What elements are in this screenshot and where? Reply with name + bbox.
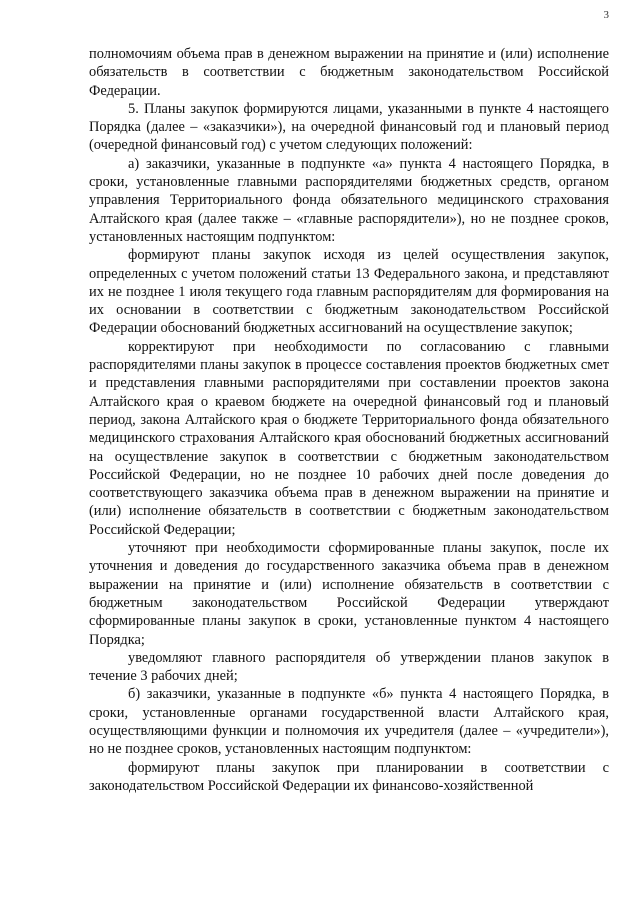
paragraph-subclause-a: а) заказчики, указанные в подпункте «а» пункта 4 настоящего Порядка, в сроки, установленные главными распорядителями бюджетных средств, органом управления Территориального фонда обязательного медицинского страхования Алтайского края (далее также – «главные распорядители»), но не позднее сроков, установленных настоящим подпунктом: [89,155,609,245]
paragraph-adjust-plans: корректируют при необходимости по согласованию с главными распорядителями планы закупок в процессе составления проектов бюджетных смет и представления главными распорядителями при составлении проектов закона Алтайского края о краевом бюджете на очередной финансовый год и плановый период, закона Алтайского края о бюджете Территориального фонда обязательного медицинского страхования Алтайского края обоснований бюджетных ассигнований на осуществление закупок в соответствии с бюджетным законодательством Российской Федерации, но не позднее 10 рабочих дней после доведения до соответствующего заказчика объема прав в денежном выражении на принятие и (или) исполнение обязательств в соответствии с бюджетным законодательством Российской Федерации; [89,338,609,538]
paragraph-notify: уведомляют главного распорядителя об утверждении планов закупок в течение 3 рабочих дней; [89,649,609,685]
document-body [89,45,609,795]
paragraph-continuation: полномочиям объема прав в денежном выражении на принятие и (или) исполнение обязательств в соответствии с бюджетным законодательством Российской Федерации. [89,46,609,99]
paragraph-clarify-plans: уточняют при необходимости сформированные планы закупок, после их уточнения и доведения до государственного заказчика объема прав в денежном выражении на принятие и (или) исполнение обязательств в соответствии с бюджетным законодательством Российской Федерации утверждают сформированные планы закупок в сроки, установленные пунктом 4 настоящего Порядка; [89,540,609,648]
paragraph-clause-5: 5. Планы закупок формируются лицами, указанными в пункте 4 настоящего Порядка (далее – «заказчики»), на очередной финансовый год и плановый период (очередной финансовый год) с учетом следующих положений: [89,100,609,154]
paragraph-subclause-b: б) заказчики, указанные в подпункте «б» пункта 4 настоящего Порядка, в сроки, установленные органами государственной власти Алтайского края, осуществляющими функции и полномочия их учредителя (далее – «учредители»), но не позднее сроков, установленных настоящим подпунктом: [89,686,609,758]
paragraph-form-plans-b: формируют планы закупок при планировании в соответствии с законодательством Российской Федерации их финансово-хозяйственной [89,759,609,794]
page-number: 3 [603,9,609,21]
paragraph-form-plans: формируют планы закупок исходя из целей осуществления закупок, определенных с учетом положений статьи 13 Федерального закона, и представляют их не позднее 1 июля текущего года главным распорядителям для формирования на их основании в соответствии с бюджетным законодательством Российской Федерации обоснований бюджетных ассигнований на осуществление закупок; [89,247,609,337]
